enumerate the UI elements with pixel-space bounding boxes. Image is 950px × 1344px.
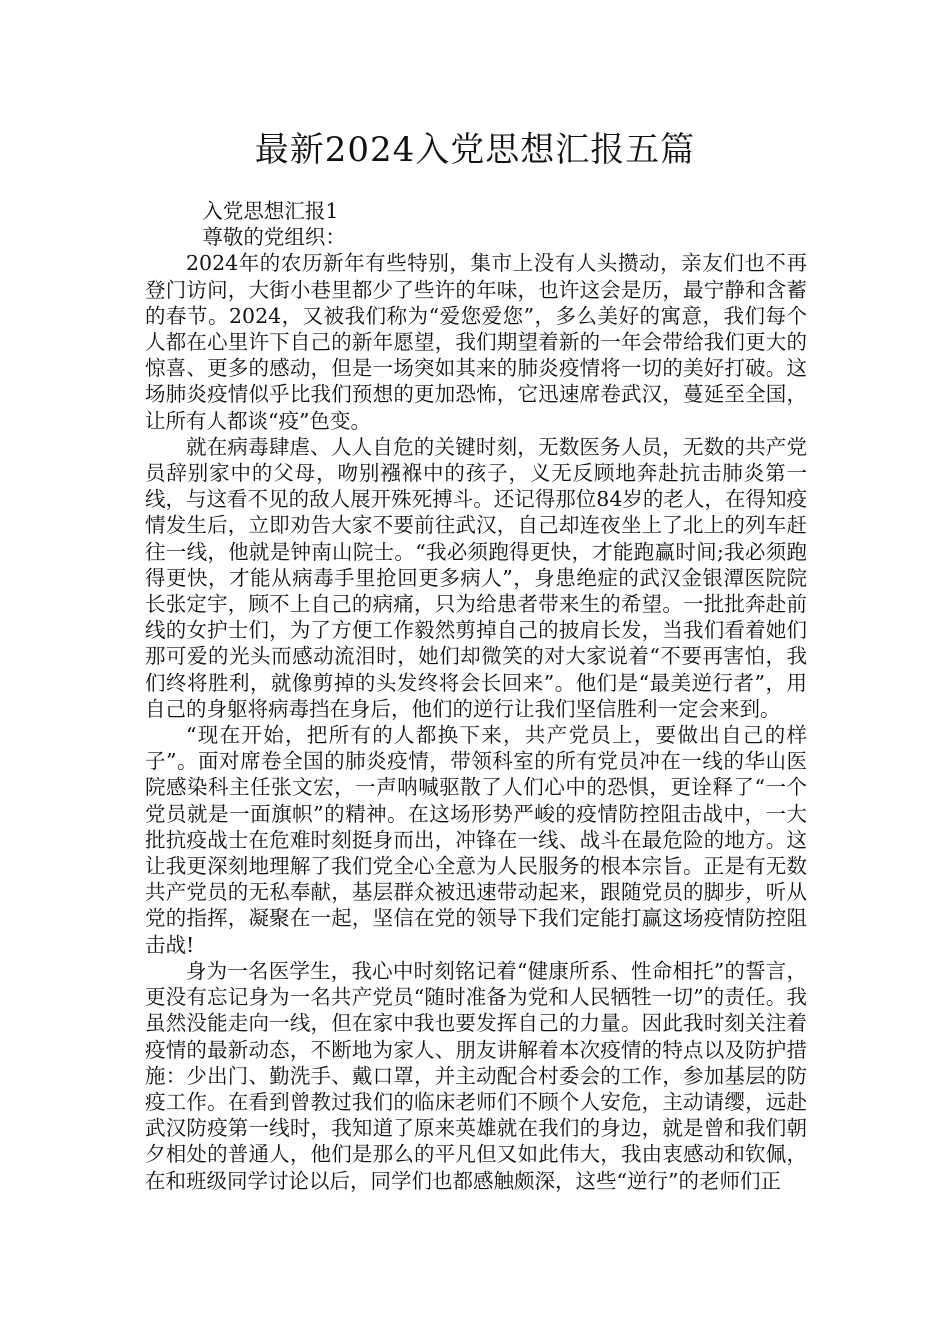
salutation: 尊敬的党组织： [202,225,346,250]
paragraph-1: 2024年的农历新年有些特别，集市上没有人头攒动，亲友们也不再登门访问，大街小巷里都少了些许的年味，也许这会是历，最宁静和含蓄的春节。2024，又被我们称为“爱您爱您”，多么美好的寓意，我们每个人都在心里许下自己的新年愿望，我们期望着新的一年会带给我们更大的惊喜、更多的感动，但是一场突如其来的肺炎疫情将一切的美好打破。这场肺炎疫情似乎比我们预想的更加恐怖，它迅速席卷武汉，蔓延至全国，让所有人都谈“疫”色变。 [145,251,807,433]
document-title: 最新2024入党思想汇报五篇 [254,130,696,170]
paragraph-4: 身为一名医学生，我心中时刻铭记着“健康所系、性命相托”的誓言，更没有忘记身为一名共产党员“随时准备为党和人民牺牲一切”的责任。我虽然没能走向一线，但在家中我也要发挥自己的力量。因此我时刻关注着疫情的最新动态，不断地为家人、朋友讲解着本次疫情的特点以及防护措施：少出门、勤洗手、戴口罩，并主动配合村委会的工作，参加基层的防疫工作。在看到曾教过我们的临床老师们不顾个人安危，主动请缨，远赴武汉防疫第一线时，我知道了原来英雄就在我们的身边，就是曾和我们朝夕相处的普通人，他们是那么的平凡但又如此伟大，我由衷感动和钦佩，在和班级同学讨论以后，同学们也都感触颇深，这些“逆行”的老师们正 [145,958,807,1193]
section-heading: 入党思想汇报1 [202,199,339,223]
paragraph-3: “现在开始，把所有的人都换下来，共产党员上，要做出自己的样子”。面对席卷全国的肺炎疫情，带领科室的所有党员冲在一线的华山医院感染科主任张文宏，一声呐喊驱散了人们心中的恐惧，更诠释了“一个党员就是一面旗帜”的精神。在这场形势严峻的疫情防控阻击战中，一大批抗疫战士在危难时刻挺身而出，冲锋在一线、战斗在最危险的地方。这让我更深刻地理解了我们党全心全意为人民服务的根本宗旨。正是有无数共产党员的无私奉献，基层群众被迅速带动起来，跟随党员的脚步，听从党的指挥，凝聚在一起，坚信在党的领导下我们定能打赢这场疫情防控阻击战! [145,723,807,957]
paragraph-2: 就在病毒肆虐、人人自危的关键时刻，无数医务人员，无数的共产党员辞别家中的父母，吻别襁褓中的孩子，义无反顾地奔赴抗击肺炎第一线，与这看不见的敌人展开殊死搏斗。还记得那位84岁的老人，在得知疫情发生后，立即劝告大家不要前往武汉，自己却连夜坐上了北上的列车赶往一线，他就是钟南山院士。“我必须跑得更快，才能跑赢时间;我必须跑得更快，才能从病毒手里抢回更多病人”，身患绝症的武汉金银潭医院院长张定宇，顾不上自己的病痛，只为给患者带来生的希望。一批批奔赴前线的女护士们，为了方便工作毅然剪掉自己的披肩长发，当我们看着她们那可爱的光头而感动流泪时，她们却微笑的对大家说着“不要再害怕，我们终将胜利，就像剪掉的头发终将会长回来”。他们是“最美逆行者”，用自己的身躯将病毒挡在身后，他们的逆行让我们坚信胜利一定会来到。 [145,434,807,721]
document-body [145,198,807,1194]
